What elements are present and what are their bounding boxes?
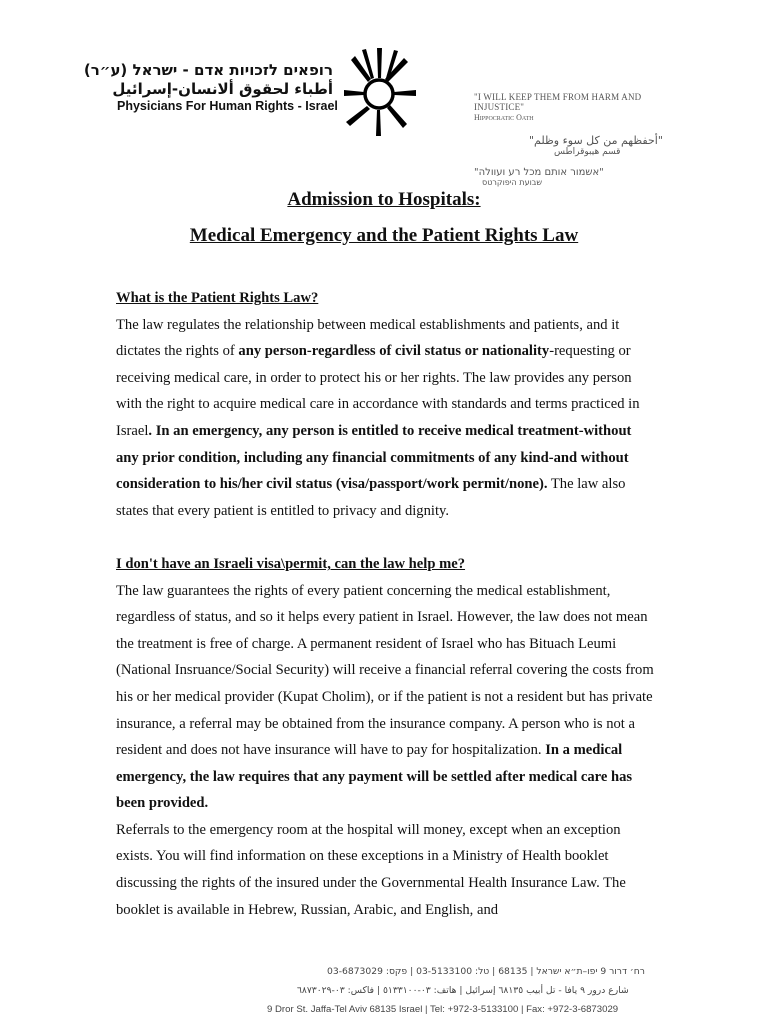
section-heading-patient-rights-law: What is the Patient Rights Law? <box>116 290 319 306</box>
quote-arabic-source: قسم هيبوقراطس <box>554 147 621 157</box>
quote-english-source: Hippocratic Oath <box>474 113 534 122</box>
footer-address-english: 9 Dror St. Jaffa-Tel Aviv 68135 Israel | Tel: +972-3-5133100 | Fax: +972-3-6873029 <box>267 1004 619 1015</box>
hippocratic-quote-block <box>474 92 674 187</box>
section-heading-visa-permit: I don't have an Israeli visa\permit, can the law help me? <box>116 555 466 572</box>
org-name-arabic: أطباء لحقوق ألانسان-إسرائيل <box>112 79 333 98</box>
org-name-english: Physicians For Human Rights - Israel <box>117 99 338 113</box>
organization-name-block <box>83 61 362 114</box>
quote-arabic: "أحفظهم من كل سوء وظلم" <box>529 134 663 147</box>
paragraph-text: The law also states that every patient is entitled to privacy and dignity. <box>116 476 626 519</box>
paragraph-spacer <box>116 524 656 551</box>
paragraph-bold-text: any person-regardless of civil status or nationality <box>238 343 550 360</box>
paragraph-referrals: Referrals to the emergency room at the hospital will money, except when an exception exists. You will find information on these exceptions in a Ministry of Health booklet discussing the rights of the insured under the Governmental Health Insurance Law. The booklet is available in Hebrew, Russian, Arabic, and English, and <box>116 821 626 918</box>
document-subtitle: Medical Emergency and the Patient Rights Law <box>189 225 579 246</box>
paragraph-text: The law regulates the relationship between medical establishments and patients, and it dictates the rights of <box>116 316 620 360</box>
quote-english: "I WILL KEEP THEM FROM HARM AND INJUSTICE" <box>474 92 642 112</box>
quote-hebrew-source: שבועת היפוקרטס <box>482 178 543 187</box>
paragraph-text: The law guarantees the rights of every patient concerning the medical establishment, regardless of status, and so it helps every patient in Israel. However, the law does not mean the treatment is free of charge. A permanent resident of Israel who has Bituach Leumi (National Insruance/Social Security) will receive a financial referral covering the costs from his or her medical provider (Kupat Cholim), or if the patient is not a resident but has private insurance, a referral may be obtained from the insurance company. A person who is not a resident and does not have insurance will have to pay for hospitalization. <box>116 582 654 759</box>
sun-burst-logo-icon <box>344 46 418 136</box>
quote-hebrew: "אשמור אותם מכל רע ועוולה" <box>474 167 604 178</box>
paragraph-text: -requesting or receiving medical care, in order to protect his or her rights. The law provides any person with the right to acquire medical care in accordance with standards and terms practiced in Israel <box>116 343 640 439</box>
footer-address-hebrew: רח׳ דרור 9 יפו–ת״א ישראל | 68135 | טל: 03-5133100 | פקס: 03-6873029 <box>327 966 645 977</box>
org-name-hebrew: רופאים לזכויות אדם - ישראל (ע״ר) <box>83 61 333 79</box>
paragraph-bold-text: In a medical emergency, the law requires that any payment will be settled after medical care has been provided. <box>116 742 633 812</box>
document-title: Admission to Hospitals: <box>287 189 481 210</box>
paragraph-bold-text: . In an emergency, any person is entitled to receive medical treatment-without any prior condition, including any financial commitments of any kind-and without consideration to his/her civil status (visa/passport/work permit/none). <box>116 422 632 493</box>
document-body <box>116 285 656 923</box>
paragraph-patient-rights-law <box>116 312 656 525</box>
footer-address-arabic: شارع درور ٩ يافا - تل أبيب ٦٨١٣٥ إسرائيل | هاتف: ٠٣-٥١٣٣١٠٠ | فاكس: ٠٣-٦٨٧٣٠٢٩ <box>297 985 629 996</box>
paragraph-visa-permit <box>116 578 656 817</box>
